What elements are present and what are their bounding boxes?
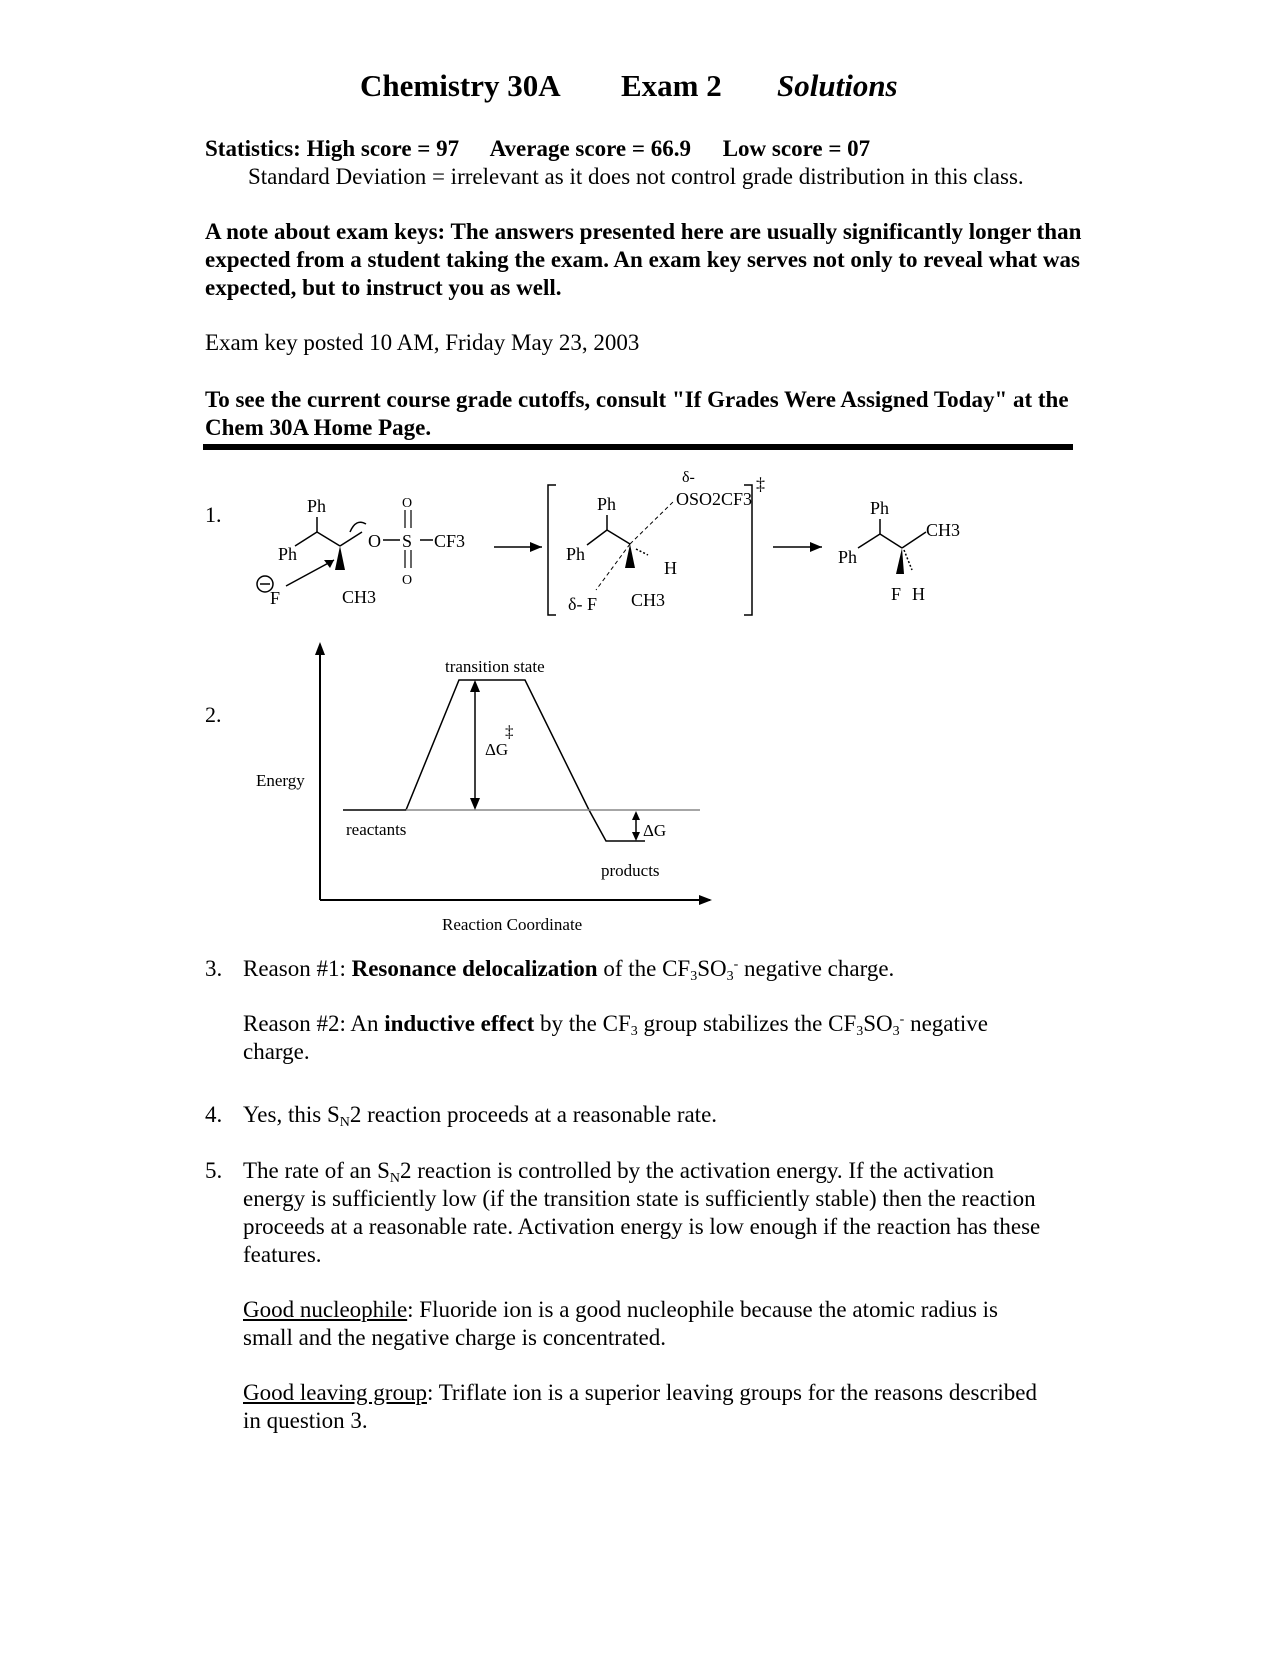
q2-number: 2. [205,702,222,727]
solutions-title: Solutions [777,68,898,103]
q3-r2-charge: - [899,1012,905,1027]
q3-r2-prefix: Reason #2: An [243,1011,385,1036]
reactant-o-bottom: O [402,573,413,588]
ts-leaving-group: OSO2CF3 [676,489,753,509]
q3-r2-sub: 3 [630,1024,638,1039]
q3-answer [205,955,1075,1066]
q1-number: 1. [205,502,222,527]
product-f: F [891,584,902,604]
q5-prefix: The rate of an S [243,1158,390,1183]
statistics-line [205,136,896,162]
q5-leaving-group-text: : Triflate ion is a superior leaving groups for the reasons described in question 3. [243,1380,1037,1433]
ts-ph-top: Ph [597,494,617,514]
posted-date: Exam key posted 10 AM, Friday May 23, 2003 [205,330,640,355]
ts-h: H [664,558,677,578]
reaction-coordinate-label: Reaction Coordinate [442,915,583,930]
q5-answer [205,1157,1045,1435]
course-title: Chemistry 30A [360,68,561,103]
q3-r2-sub3: 3 [892,1024,900,1039]
q5-nucleophile-label: Good nucleophile [243,1297,408,1322]
q5-leaving-group [243,1379,1045,1435]
sn2-mechanism [250,470,1000,620]
ts-ph-left: Ph [566,544,586,564]
q3-r2-bold: inductive effect [384,1011,535,1036]
q3-r1-text: of the CF [597,956,691,981]
q3-r2-sub2: 3 [856,1024,864,1039]
q5-nucleophile [243,1296,1045,1352]
q4-number: 4. [205,1102,223,1127]
reactant-ph-top: Ph [307,496,327,516]
q5-body: 2 reaction is controlled by the activation energy. If the activation energy is sufficiently low (if the transition state is sufficiently stable) then the reaction proceeds at a reasonable rate. Activation energy is low enough if the reaction has these features. [243,1158,1041,1267]
q3-number: 3. [205,956,223,981]
reactant-ph-left: Ph [278,544,298,564]
q3-r1-charge: - [733,957,739,972]
q5-number: 5. [205,1158,223,1183]
grade-cutoffs-note: To see the current course grade cutoffs, consult "If Grades Were Assigned Today" at the Chem 30A Home Page. [205,387,1069,440]
q5-sub: N [389,1171,401,1186]
q3-r1-bold: Resonance delocalization [351,956,598,981]
q3-r2-text2: group stabilizes the CF [637,1011,857,1036]
q3-r1-prefix: Reason #1: [243,956,352,981]
reactant-cf3: CF3 [434,531,466,551]
q4-text [243,1101,1075,1129]
q3-r2-so: SO [863,1011,893,1036]
divider [203,444,1073,450]
product-h: H [912,584,925,604]
exam-key-note: A note about exam keys: The answers presented here are usually significantly longer than expected from a student taking the exam. An exam key serves not only to reveal what was expected, but to instruct you as well. [205,219,1082,300]
ts-delta: δ- [682,470,695,486]
transition-state-label: transition state [445,657,545,676]
product-ph-top: Ph [870,498,890,518]
fluoride: F [270,588,281,608]
low-score: Low score = 07 [722,136,871,161]
ts-ch3: CH3 [631,590,666,610]
ts-delta-f: δ- F [568,594,597,614]
q4-answer [205,1101,1075,1129]
q3-r1-sub2: 3 [726,969,734,984]
reactant-o-top: O [402,496,413,511]
activation-dagger: ‡ [505,722,514,741]
activation-delta-g: ΔG [485,740,509,759]
exam-title: Exam 2 [621,68,722,103]
reactants-label: reactants [346,820,407,839]
q4-sub: N [339,1115,350,1130]
energy-axis-label: Energy [256,771,305,790]
q5-text [243,1157,1045,1269]
q5-leaving-group-label: Good leaving group [243,1380,427,1405]
q4-prefix: Yes, this S [243,1102,340,1127]
reactant-s: S [402,531,413,551]
energy-diagram [240,640,720,930]
high-score: Statistics: High score = 97 [205,136,460,161]
ts-dagger: ‡ [756,474,765,494]
q3-r1-tail: negative charge. [738,956,895,981]
products-label: products [601,861,660,880]
reaction-delta-g: ΔG [643,821,667,840]
average-score: Average score = 66.9 [489,136,691,161]
standard-deviation: Standard Deviation = irrelevant as it does not control grade distribution in this class. [248,164,1024,189]
q3-r2-text: by the CF [534,1011,631,1036]
reactant-o: O [368,531,381,551]
q4-suffix: 2 reaction proceeds at a reasonable rate. [349,1102,718,1127]
q3-r2-tail: negative charge. [243,1011,988,1064]
q3-reason-2 [243,1010,1043,1066]
product-ph-left: Ph [838,547,858,567]
product-ch3: CH3 [926,520,961,540]
q3-reason-1 [243,955,1075,983]
q5-nucleophile-text: : Fluoride ion is a good nucleophile because the atomic radius is small and the negative charge is concentrated. [243,1297,998,1350]
q3-r1-so: SO [697,956,727,981]
reactant-ch3: CH3 [342,587,377,607]
q3-r1-sub: 3 [690,969,698,984]
